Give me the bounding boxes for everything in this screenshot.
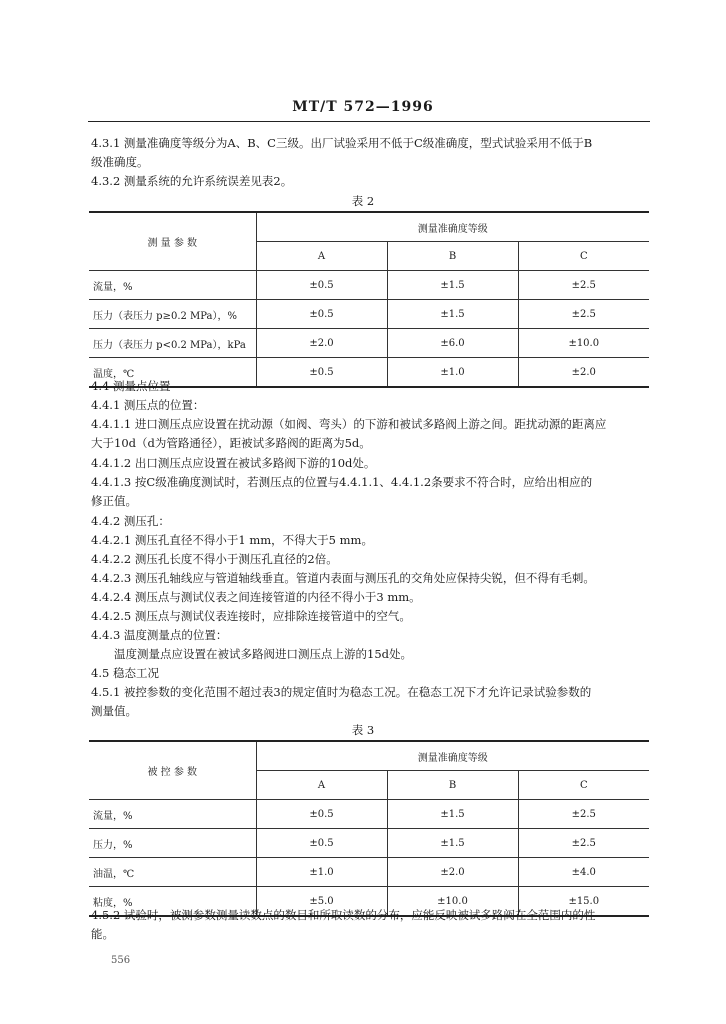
table2-grade-a: A bbox=[256, 242, 387, 271]
table2-value: ±1.5 bbox=[387, 300, 518, 329]
table2-value: ±0.5 bbox=[256, 271, 387, 300]
table3-value: ±1.0 bbox=[256, 858, 387, 887]
standard-header: MT/T 572—1996 bbox=[292, 99, 434, 115]
table-row bbox=[89, 329, 649, 358]
table-row bbox=[89, 300, 649, 329]
table2-param: 流量，% bbox=[89, 271, 256, 300]
clause-4-5-1-line2: 测量值。 bbox=[91, 704, 137, 718]
table2-value: ±2.5 bbox=[518, 271, 649, 300]
clause-4-4-1-3-line1: 4.4.1.3 按C级准确度测试时，若测压点的位置与4.4.1.1、4.4.1.2条要求不符合时，应给出相应的 bbox=[91, 475, 593, 489]
table3-value: ±2.5 bbox=[518, 829, 649, 858]
clause-4-3-2: 4.3.2 测量系统的允许系统误差见表2。 bbox=[91, 174, 293, 188]
table2-value: ±0.5 bbox=[256, 358, 387, 388]
table-row bbox=[89, 800, 649, 829]
table-row bbox=[89, 858, 649, 887]
table2-param: 压力（表压力 p≥0.2 MPa），% bbox=[89, 300, 256, 329]
table3-value: ±1.5 bbox=[387, 829, 518, 858]
table2-param-header: 测 量 参 数 bbox=[89, 212, 256, 271]
table3-value: ±2.5 bbox=[518, 800, 649, 829]
table3-caption: 表 3 bbox=[351, 723, 375, 737]
table3-value: ±15.0 bbox=[518, 887, 649, 917]
table3-value: ±0.5 bbox=[256, 800, 387, 829]
section-4-4: 4.4 测量点位置 bbox=[91, 379, 171, 393]
table2-value: ±2.5 bbox=[518, 300, 649, 329]
clause-4-4-1-1-line1: 4.4.1.1 进口测压点应设置在扰动源（如阀、弯头）的下游和被试多路阀上游之间。距扰动源的距离应 bbox=[91, 417, 607, 431]
header-rule bbox=[88, 121, 650, 122]
clause-4-3-1-line2: 级准确度。 bbox=[91, 155, 149, 169]
page-number: 556 bbox=[111, 955, 131, 966]
table3-grade-a: A bbox=[256, 771, 387, 800]
table3-group-header: 测量准确度等级 bbox=[256, 741, 649, 771]
clause-4-5-1-line1: 4.5.1 被控参数的变化范围不超过表3的规定值时为稳态工况。在稳态工况下才允许记录试验参数的 bbox=[91, 685, 592, 699]
table2-group-header: 测量准确度等级 bbox=[256, 212, 649, 242]
clause-4-4-2-2: 4.4.2.2 测压孔长度不得小于测压孔直径的2倍。 bbox=[91, 552, 338, 566]
table3-param-header: 被 控 参 数 bbox=[89, 741, 256, 800]
table-2 bbox=[89, 211, 649, 388]
table2-value: ±10.0 bbox=[518, 329, 649, 358]
table2-grade-b: B bbox=[387, 242, 518, 271]
table3-value: ±5.0 bbox=[256, 887, 387, 917]
clause-4-4-2-3: 4.4.2.3 测压孔轴线应与管道轴线垂直。管道内表面与测压孔的交角处应保持尖锐，但不得有毛刺。 bbox=[91, 571, 595, 585]
clause-4-4-3-body: 温度测量点应设置在被试多路阀进口测压点上游的15d处。 bbox=[114, 647, 412, 661]
table-row bbox=[89, 271, 649, 300]
clause-4-4-2-5: 4.4.2.5 测压点与测试仪表连接时，应排除连接管道中的空气。 bbox=[91, 609, 411, 623]
table3-grade-c: C bbox=[518, 771, 649, 800]
table3-param: 粘度，% bbox=[89, 887, 256, 917]
table3-value: ±4.0 bbox=[518, 858, 649, 887]
table2-param: 压力（表压力 p<0.2 MPa），kPa bbox=[89, 329, 256, 358]
table3-value: ±1.5 bbox=[387, 800, 518, 829]
table-3 bbox=[89, 740, 649, 917]
clause-4-5-2-line1: 4.5.2 试验时，被测参数测量读数点的数目和所取读数的分布，应能反映被试多路阀在全范围内的性 bbox=[91, 908, 596, 922]
clause-4-3-1-line1: 4.3.1 测量准确度等级分为A、B、C三级。出厂试验采用不低于C级准确度，型式试验采用不低于B bbox=[91, 136, 593, 150]
table3-value: ±2.0 bbox=[387, 858, 518, 887]
table3-value: ±10.0 bbox=[387, 887, 518, 917]
table2-value: ±1.0 bbox=[387, 358, 518, 388]
clause-4-4-1-1-line2: 大于10d（d为管路通径），距被试多路阀的距离为5d。 bbox=[91, 436, 371, 450]
table-row bbox=[89, 829, 649, 858]
table2-caption: 表 2 bbox=[351, 194, 375, 208]
table3-param: 压力，% bbox=[89, 829, 256, 858]
clause-4-4-1-2: 4.4.1.2 出口测压点应设置在被试多路阀下游的10d处。 bbox=[91, 456, 376, 470]
clause-4-5-2-line2: 能。 bbox=[91, 927, 114, 941]
table2-value: ±1.5 bbox=[387, 271, 518, 300]
clause-4-4-1-3-line2: 修正值。 bbox=[91, 494, 137, 508]
clause-4-4-2-1: 4.4.2.1 测压孔直径不得小于1 mm，不得大于5 mm。 bbox=[91, 533, 373, 547]
table2-value: ±2.0 bbox=[518, 358, 649, 388]
table2-value: ±2.0 bbox=[256, 329, 387, 358]
table3-param: 油温，℃ bbox=[89, 858, 256, 887]
clause-4-4-2-4: 4.4.2.4 测压点与测试仪表之间连接管道的内径不得小于3 mm。 bbox=[91, 590, 421, 604]
clause-4-4-1: 4.4.1 测压点的位置： bbox=[91, 398, 205, 412]
table2-grade-c: C bbox=[518, 242, 649, 271]
table3-grade-b: B bbox=[387, 771, 518, 800]
section-4-5: 4.5 稳态工况 bbox=[91, 666, 159, 680]
table3-param: 流量，% bbox=[89, 800, 256, 829]
table3-value: ±0.5 bbox=[256, 829, 387, 858]
table2-param: 温度，℃ bbox=[89, 358, 256, 388]
table2-value: ±0.5 bbox=[256, 300, 387, 329]
table-row bbox=[89, 358, 649, 388]
clause-4-4-3: 4.4.3 温度测量点的位置： bbox=[91, 628, 228, 642]
table2-value: ±6.0 bbox=[387, 329, 518, 358]
clause-4-4-2: 4.4.2 测压孔： bbox=[91, 514, 170, 528]
